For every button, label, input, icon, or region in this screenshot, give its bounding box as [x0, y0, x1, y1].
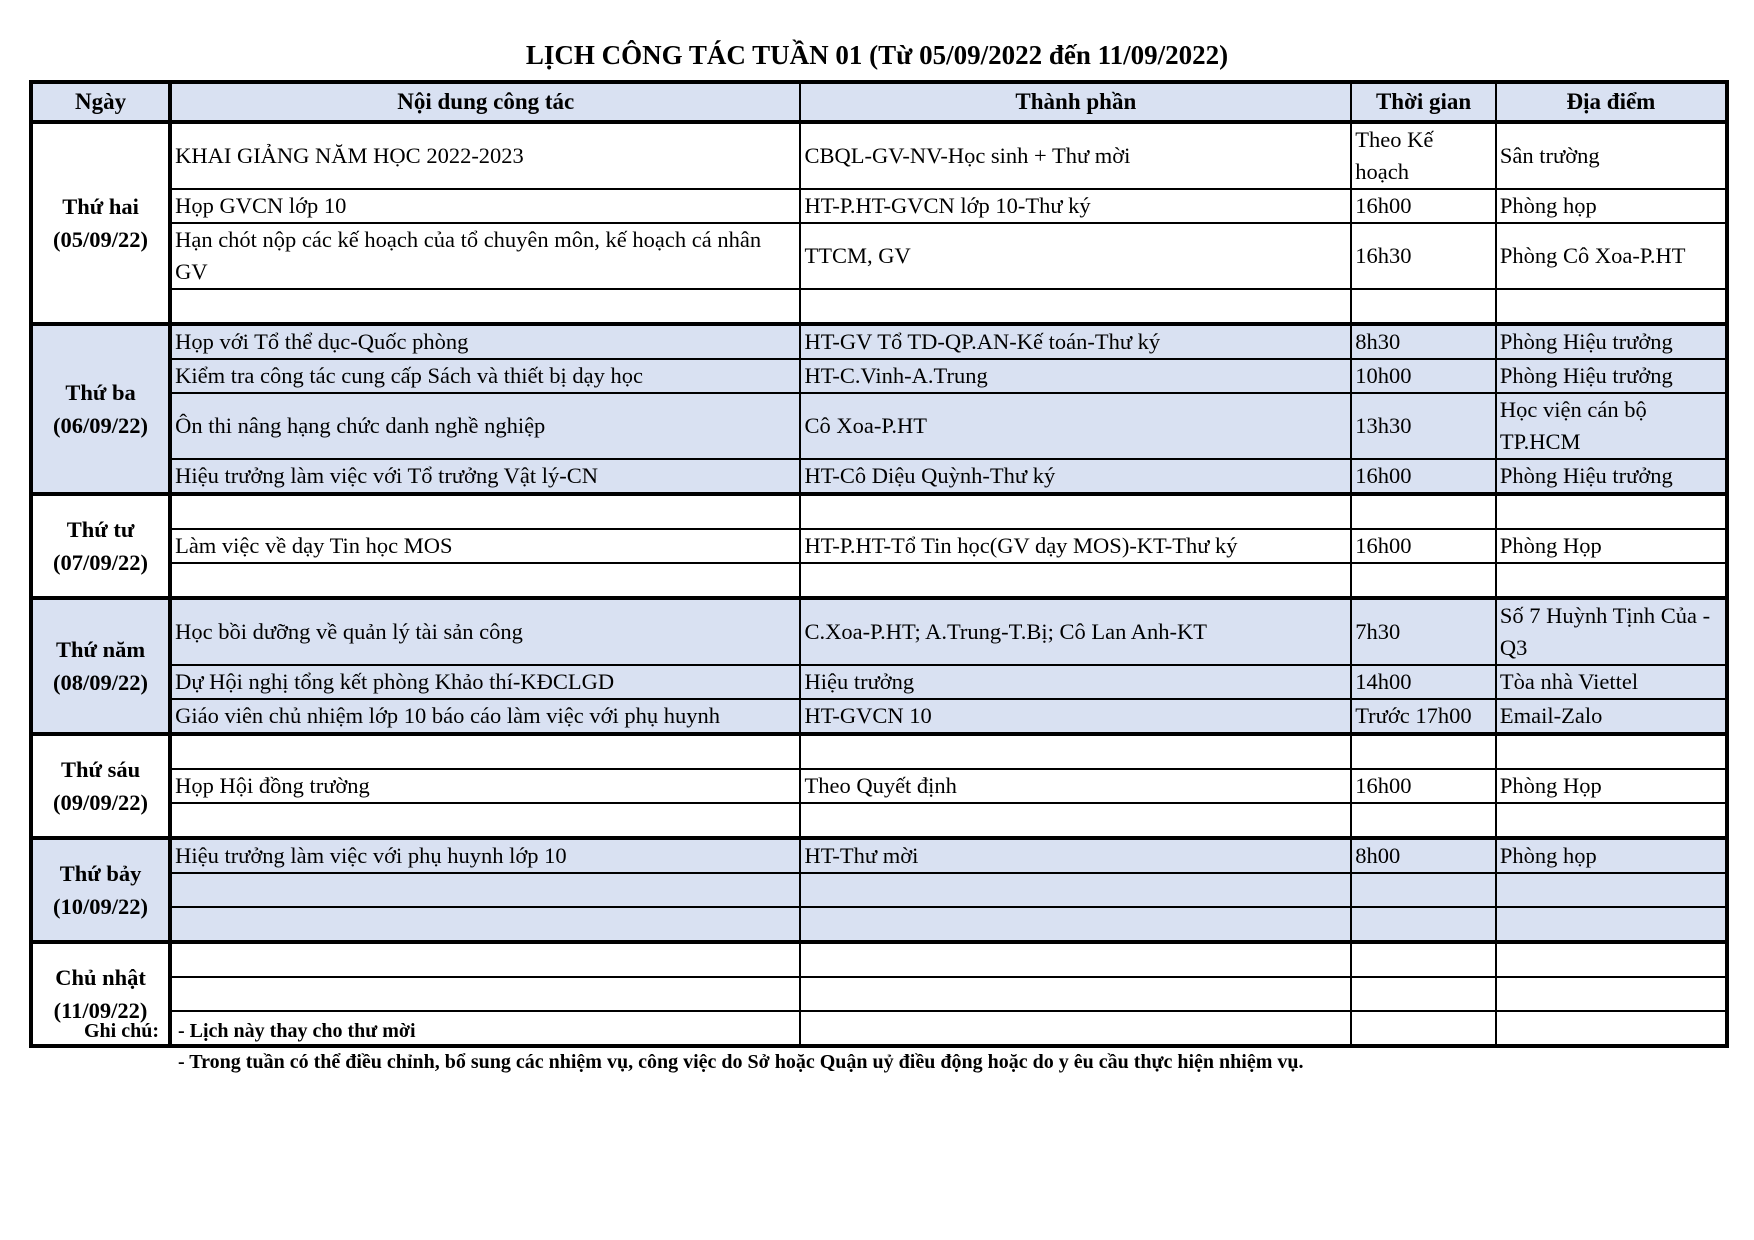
day-name: Thứ bảy [59, 861, 142, 886]
cell-content [170, 803, 800, 838]
cell-place: Sân trường [1496, 122, 1727, 189]
cell-content [170, 907, 800, 942]
cell-place: Số 7 Huỳnh Tịnh Của -Q3 [1496, 598, 1727, 665]
cell-time [1351, 734, 1496, 769]
table-row [31, 977, 1727, 1011]
day-group [31, 838, 1727, 942]
note-line: - Trong tuần có thể điều chỉnh, bổ sung các nhiệm vụ, công việc do Sở hoặc Quận uỷ điều động hoặc do y êu cầu thực hiện nhiệm vụ. [178, 1051, 1304, 1073]
cell-members [800, 977, 1351, 1011]
day-group [31, 494, 1727, 598]
cell-time: Theo Kế hoạch [1351, 122, 1496, 189]
cell-content [170, 873, 800, 907]
cell-time: 8h00 [1351, 838, 1496, 873]
day-cell [31, 734, 170, 838]
cell-members: HT-P.HT-GVCN lớp 10-Thư ký [800, 189, 1351, 223]
cell-content: Kiểm tra công tác cung cấp Sách và thiết bị dạy học [170, 359, 800, 393]
cell-place [1496, 873, 1727, 907]
day-cell [31, 838, 170, 942]
cell-time: 16h00 [1351, 529, 1496, 563]
cell-content: Ôn thi nâng hạng chức danh nghề nghiệp [170, 393, 800, 459]
header-members: Thành phần [800, 82, 1351, 122]
cell-time [1351, 494, 1496, 529]
cell-time [1351, 873, 1496, 907]
header-time: Thời gian [1351, 82, 1496, 122]
cell-members [800, 942, 1351, 977]
day-name: Thứ hai [62, 194, 139, 219]
cell-time [1351, 563, 1496, 598]
day-date: (09/09/22) [53, 790, 149, 815]
cell-members: HT-GVCN 10 [800, 699, 1351, 734]
table-row [31, 665, 1727, 699]
day-group [31, 324, 1727, 494]
cell-time: 14h00 [1351, 665, 1496, 699]
cell-place [1496, 289, 1727, 324]
table-row [31, 942, 1727, 977]
cell-members: HT-Thư mời [800, 838, 1351, 873]
cell-content: Hạn chót nộp các kế hoạch của tổ chuyên môn, kế hoạch cá nhân GV [170, 223, 800, 289]
cell-place: Phòng Cô Xoa-P.HT [1496, 223, 1727, 289]
cell-members [800, 494, 1351, 529]
cell-time: 16h30 [1351, 223, 1496, 289]
table-row [31, 769, 1727, 803]
cell-content: Làm việc về dạy Tin học MOS [170, 529, 800, 563]
header-row [31, 82, 1727, 122]
cell-place [1496, 803, 1727, 838]
table-row [31, 803, 1727, 838]
cell-content [170, 734, 800, 769]
day-cell [31, 494, 170, 598]
cell-place: Học viện cán bộ TP.HCM [1496, 393, 1727, 459]
day-date: (06/09/22) [53, 413, 149, 438]
cell-content: Hiệu trưởng làm việc với phụ huynh lớp 10 [170, 838, 800, 873]
cell-time [1351, 942, 1496, 977]
day-cell [31, 324, 170, 494]
cell-time: 8h30 [1351, 324, 1496, 359]
cell-content: Dự Hội nghị tổng kết phòng Khảo thí-KĐCLGD [170, 665, 800, 699]
day-name: Thứ ba [65, 380, 136, 405]
cell-content [170, 942, 800, 977]
cell-time [1351, 289, 1496, 324]
table-row [31, 598, 1727, 665]
header-content: Nội dung công tác [170, 82, 800, 122]
cell-members [800, 563, 1351, 598]
day-date: (07/09/22) [53, 550, 149, 575]
table-row [31, 563, 1727, 598]
cell-time [1351, 803, 1496, 838]
table-row [31, 324, 1727, 359]
cell-place: Phòng Hiệu trưởng [1496, 459, 1727, 494]
day-name: Thứ sáu [60, 757, 141, 782]
cell-content: Họp Hội đồng trường [170, 769, 800, 803]
cell-content: Họp với Tổ thể dục-Quốc phòng [170, 324, 800, 359]
cell-content [170, 289, 800, 324]
cell-content: KHAI GIẢNG NĂM HỌC 2022-2023 [170, 122, 800, 189]
day-name: Chủ nhật [55, 965, 146, 990]
cell-place: Email-Zalo [1496, 699, 1727, 734]
cell-members: Hiệu trưởng [800, 665, 1351, 699]
cell-time: Trước 17h00 [1351, 699, 1496, 734]
day-date: (11/09/22) [53, 998, 148, 1023]
table-row [31, 289, 1727, 324]
cell-members: Theo Quyết định [800, 769, 1351, 803]
cell-content: Giáo viên chủ nhiệm lớp 10 báo cáo làm việc với phụ huynh [170, 699, 800, 734]
table-row [31, 189, 1727, 223]
notes-label: Ghi chú: [84, 1020, 160, 1042]
header-place: Địa điểm [1496, 82, 1727, 122]
cell-members [800, 873, 1351, 907]
cell-place: Phòng Hiệu trưởng [1496, 359, 1727, 393]
day-name: Thứ năm [55, 637, 146, 662]
table-row [31, 393, 1727, 459]
day-group [31, 122, 1727, 324]
cell-time: 7h30 [1351, 598, 1496, 665]
cell-time: 13h30 [1351, 393, 1496, 459]
cell-members [800, 803, 1351, 838]
cell-content: Học bồi dưỡng về quản lý tài sản công [170, 598, 800, 665]
cell-members: HT-Cô Diệu Quỳnh-Thư ký [800, 459, 1351, 494]
day-group [31, 734, 1727, 838]
cell-members: C.Xoa-P.HT; A.Trung-T.Bị; Cô Lan Anh-KT [800, 598, 1351, 665]
cell-content: Hiệu trưởng làm việc với Tổ trưởng Vật lý-CN [170, 459, 800, 494]
table-row [31, 734, 1727, 769]
day-date: (08/09/22) [53, 670, 149, 695]
cell-members: HT-C.Vinh-A.Trung [800, 359, 1351, 393]
cell-content [170, 494, 800, 529]
note-line: - Lịch này thay cho thư mời [178, 1020, 416, 1042]
cell-place [1496, 734, 1727, 769]
cell-members [800, 734, 1351, 769]
cell-place [1496, 907, 1727, 942]
cell-content [170, 977, 800, 1011]
table-row [31, 459, 1727, 494]
cell-time: 10h00 [1351, 359, 1496, 393]
table-row [31, 838, 1727, 873]
table-row [31, 699, 1727, 734]
table-row [31, 359, 1727, 393]
day-date: (10/09/22) [53, 894, 149, 919]
cell-place: Tòa nhà Viettel [1496, 665, 1727, 699]
day-date: (05/09/22) [53, 227, 149, 252]
cell-members: Cô Xoa-P.HT [800, 393, 1351, 459]
cell-content [170, 563, 800, 598]
cell-members: HT-GV Tổ TD-QP.AN-Kế toán-Thư ký [800, 324, 1351, 359]
schedule-table [29, 80, 1729, 1048]
cell-place: Phòng Hiệu trưởng [1496, 324, 1727, 359]
cell-place: Phòng họp [1496, 838, 1727, 873]
table-row [31, 529, 1727, 563]
day-cell [31, 122, 170, 324]
day-group [31, 598, 1727, 734]
cell-place [1496, 494, 1727, 529]
page-title: LỊCH CÔNG TÁC TUẦN 01 (Từ 05/09/2022 đến 11/09/2022) [525, 40, 1229, 70]
day-cell [31, 598, 170, 734]
cell-members [800, 907, 1351, 942]
table-row [31, 494, 1727, 529]
cell-time [1351, 907, 1496, 942]
table-row [31, 907, 1727, 942]
cell-members [800, 289, 1351, 324]
cell-place: Phòng Họp [1496, 769, 1727, 803]
day-name: Thứ tư [66, 517, 135, 542]
table-row [31, 122, 1727, 189]
cell-place [1496, 563, 1727, 598]
cell-members: TTCM, GV [800, 223, 1351, 289]
cell-place [1496, 977, 1727, 1011]
cell-time [1351, 977, 1496, 1011]
table-row [31, 873, 1727, 907]
header-day: Ngày [31, 82, 170, 122]
cell-content: Họp GVCN lớp 10 [170, 189, 800, 223]
cell-time: 16h00 [1351, 189, 1496, 223]
cell-place: Phòng họp [1496, 189, 1727, 223]
cell-place: Phòng Họp [1496, 529, 1727, 563]
cell-time: 16h00 [1351, 769, 1496, 803]
cell-members: HT-P.HT-Tổ Tin học(GV dạy MOS)-KT-Thư ký [800, 529, 1351, 563]
cell-place [1496, 942, 1727, 977]
cell-time: 16h00 [1351, 459, 1496, 494]
table-row [31, 223, 1727, 289]
cell-members: CBQL-GV-NV-Học sinh + Thư mời [800, 122, 1351, 189]
